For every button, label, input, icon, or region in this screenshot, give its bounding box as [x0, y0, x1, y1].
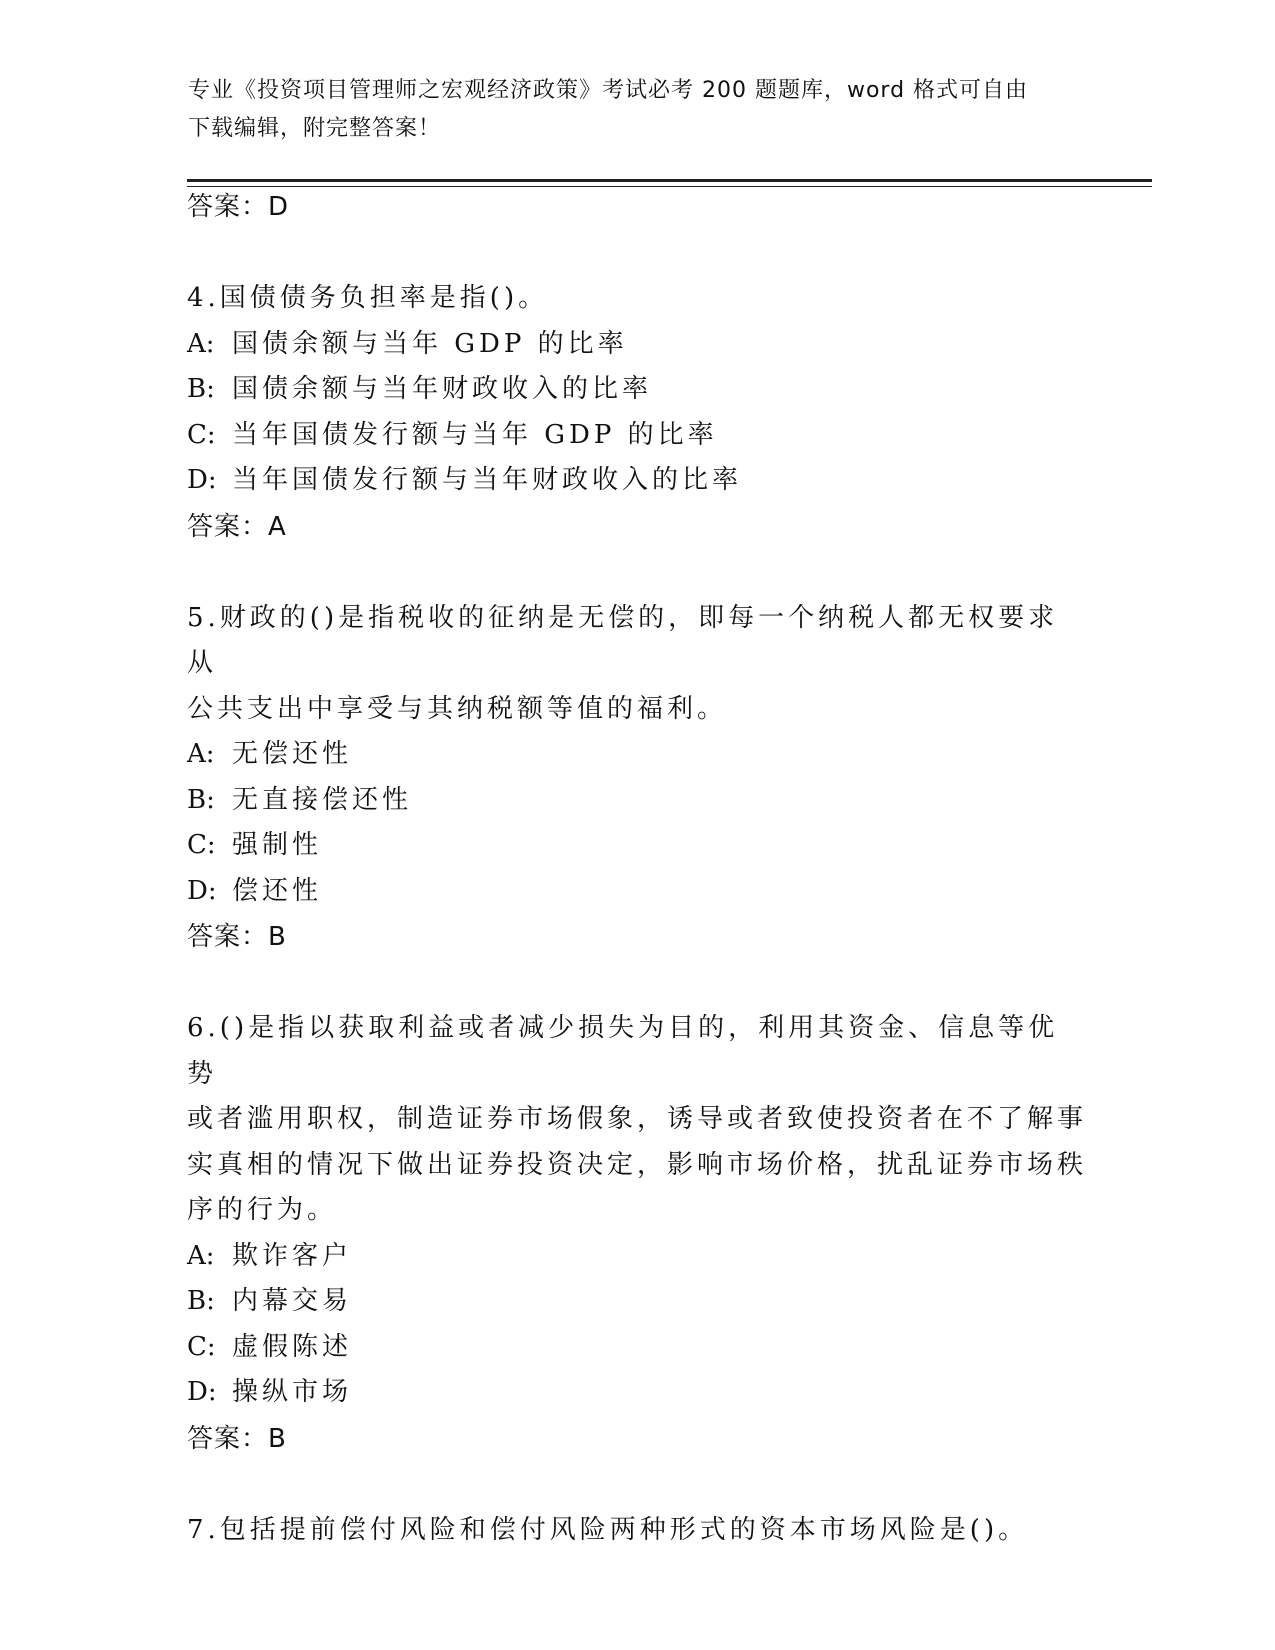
option-text: 操纵市场: [232, 1377, 353, 1407]
question-block: [187, 596, 1087, 961]
option-letter: A:: [187, 739, 215, 769]
question-line: 7.包括提前偿付风险和偿付风险两种形式的资本市场风险是()。: [187, 1514, 1029, 1545]
option-letter: C:: [187, 419, 216, 450]
document-body: [187, 184, 1087, 1553]
option-text: 偿还性: [232, 875, 323, 906]
option: [187, 1370, 1087, 1416]
header-line-1: 专业《投资项目管理师之宏观经济政策》考试必考 200 题题库，word 格式可自由: [188, 78, 1029, 103]
option: [187, 732, 1087, 778]
option: [187, 1279, 1087, 1325]
answer-line: 答案：B: [187, 922, 287, 952]
option: [187, 778, 1087, 824]
question-line: 实真相的情况下做出证券投资决定，影响市场价格，扰乱证券市场秩: [187, 1149, 1088, 1180]
question-block: [187, 276, 1087, 550]
option-letter: D:: [187, 465, 217, 495]
header-rule-thick: [187, 179, 1152, 182]
question-line: 4.国债债务负担率是指()。: [187, 283, 549, 313]
answer-line: 答案：B: [187, 1423, 287, 1454]
question-text: [187, 1006, 1087, 1234]
option-text: 国债余额与当年财政收入的比率: [232, 374, 653, 404]
option: [187, 1234, 1087, 1280]
question-line: 5.财政的()是指税收的征纳是无偿的，即每一个纳税人都无权要求从: [187, 602, 1059, 678]
question-text: [187, 596, 1087, 733]
question-text: [187, 276, 1087, 322]
header-line-2: 下载编辑，附完整答案！: [188, 116, 442, 141]
option: [187, 869, 1087, 915]
question-line: 6.()是指以获取利益或者减少损失为目的，利用其资金、信息等优势: [187, 1013, 1059, 1089]
option-letter: A:: [187, 328, 215, 359]
option-text: 强制性: [232, 830, 323, 860]
option-text: 国债余额与当年 GDP 的比率: [232, 328, 628, 359]
question-block: [187, 1508, 1087, 1554]
option: [187, 367, 1087, 413]
option-text: 无偿还性: [232, 739, 353, 769]
question-text: [187, 1508, 1087, 1554]
option-text: 内幕交易: [232, 1286, 353, 1316]
option-letter: B:: [187, 784, 215, 815]
option: [187, 413, 1087, 459]
question-line: 公共支出中享受与其纳税额等值的福利。: [187, 693, 728, 724]
option-letter: D:: [187, 875, 217, 906]
option-letter: B:: [187, 374, 215, 404]
option: [187, 458, 1087, 504]
answer-line: 答案：D: [187, 192, 290, 222]
option: [187, 823, 1087, 869]
question-list: [187, 276, 1087, 1553]
option-text: 无直接偿还性: [232, 784, 413, 815]
option-letter: C:: [187, 830, 216, 860]
option-letter: A:: [187, 1240, 215, 1271]
option: [187, 322, 1087, 368]
option-letter: D:: [187, 1377, 217, 1407]
option-letter: B:: [187, 1286, 215, 1316]
question-line: 序的行为。: [187, 1195, 338, 1225]
option-letter: C:: [187, 1331, 216, 1362]
option-text: 当年国债发行额与当年 GDP 的比率: [232, 419, 718, 450]
option-text: 当年国债发行额与当年财政收入的比率: [232, 465, 743, 495]
document-header: [188, 72, 1088, 148]
answer-line: 答案：A: [187, 511, 287, 542]
question-line: 或者滥用职权，制造证券市场假象，诱导或者致使投资者在不了解事: [187, 1104, 1088, 1134]
option-text: 虚假陈述: [232, 1331, 353, 1362]
question-block: [187, 1006, 1087, 1462]
option: [187, 1325, 1087, 1371]
option-text: 欺诈客户: [232, 1240, 353, 1271]
